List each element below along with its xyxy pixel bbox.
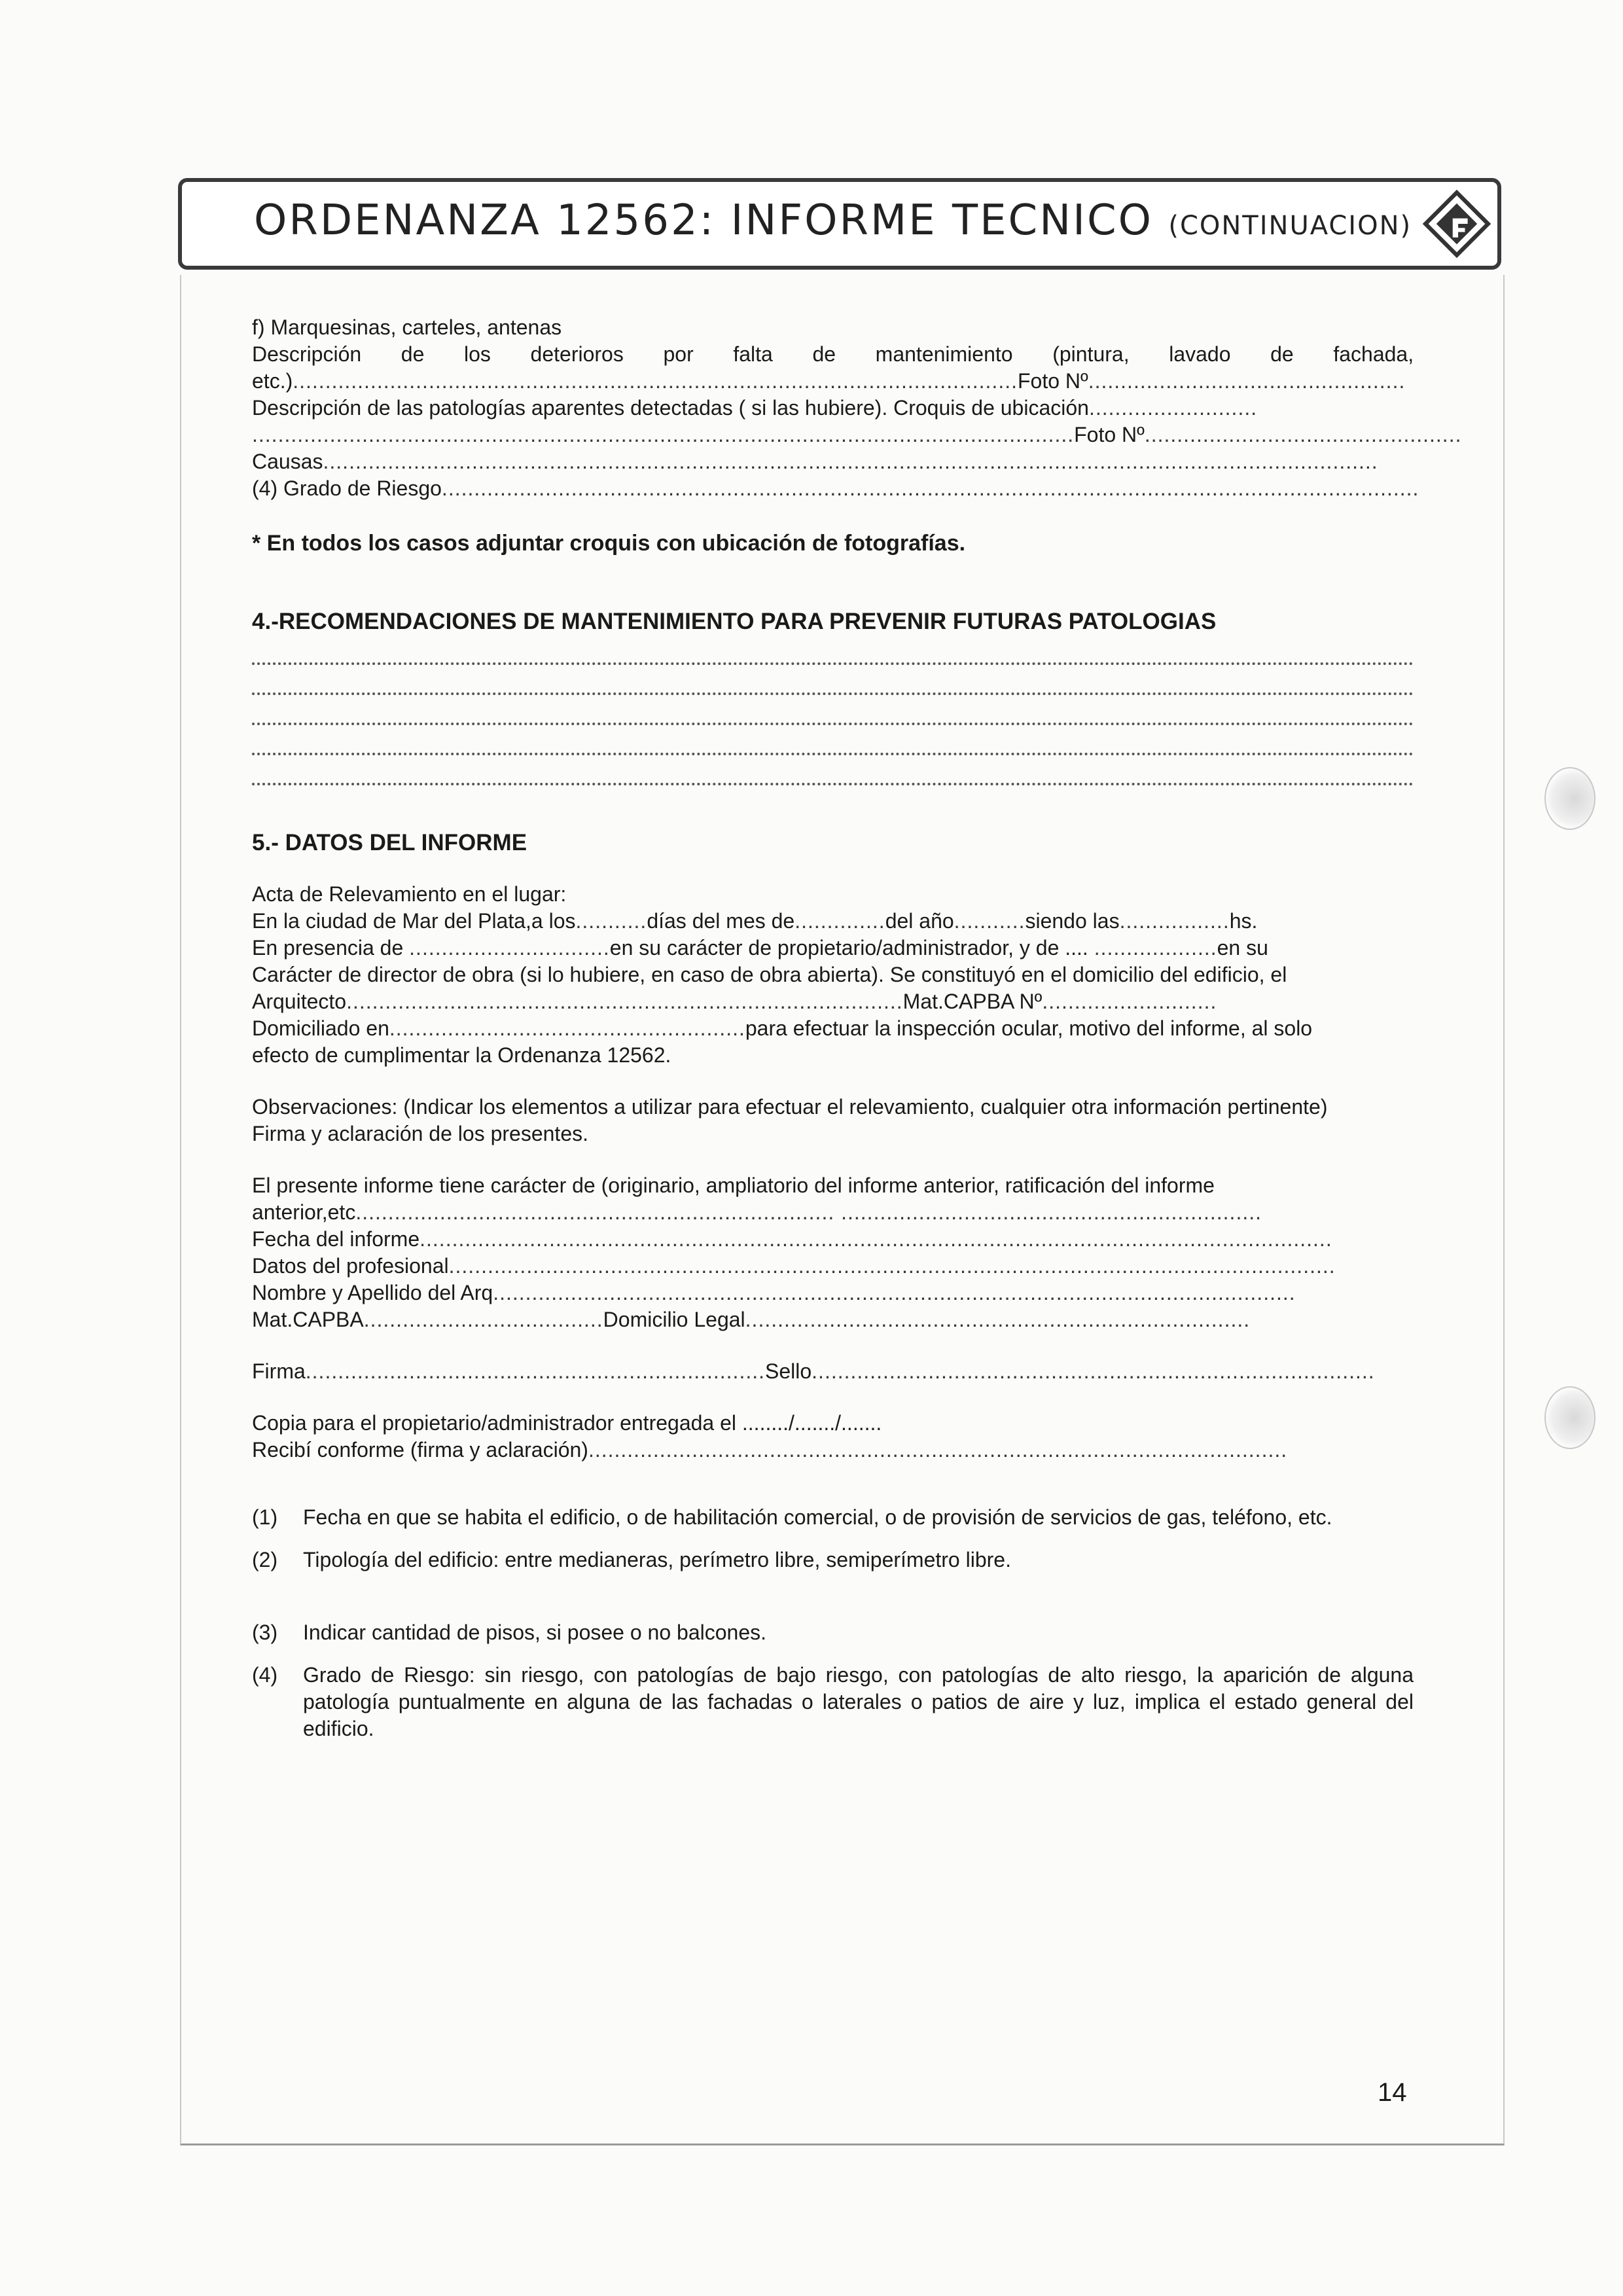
nombre-arquitecto: Nombre y Apellido del Arq............................................................................................................................ <box>252 1281 1296 1304</box>
section-f-patologias: Descripción de las patologías aparentes detectadas ( si las hubiere). Croquis de ubicación.......................... <box>252 396 1258 420</box>
fecha-informe: Fecha del informe............................................................................................................................................. <box>252 1227 1332 1251</box>
description-word: deterioros <box>530 342 624 366</box>
recommendation-line <box>252 635 1414 665</box>
page-number: 14 <box>1378 2078 1407 2107</box>
firma-sello-line: Firma.......................................................................Sello....................................................................................... <box>252 1359 1375 1383</box>
acta-line-5: Domiciliado en.......................................................para efectuar la inspección ocular, motivo del informe, al solo <box>252 1016 1313 1040</box>
description-word: mantenimiento <box>875 342 1013 366</box>
description-word: de <box>401 342 425 366</box>
caracter-informe: El presente informe tiene carácter de (originario, ampliatorio del informe anterior, ratificación del informe <box>252 1174 1215 1197</box>
recommendation-line <box>252 665 1414 695</box>
footnote-3: (3) Indicar cantidad de pisos, si posee o no balcones. <box>252 1621 767 1644</box>
section-5-title: 5.- DATOS DEL INFORME <box>252 830 527 855</box>
acta-line-6: efecto de cumplimentar la Ordenanza 12562. <box>252 1043 671 1067</box>
copia-line: Copia para el propietario/administrador entregada el ......../......./....... <box>252 1411 882 1435</box>
punch-hole <box>1544 767 1596 830</box>
description-word: (pintura, <box>1052 342 1130 366</box>
acta-line-2: En presencia de ...............................en su carácter de propietario/administrador, y de .... ...................en su <box>252 936 1268 960</box>
description-word: de <box>812 342 836 366</box>
observaciones: Observaciones: (Indicar los elementos a utilizar para efectuar el relevamiento, cualquier otra información pertinente) <box>252 1095 1328 1119</box>
header-banner <box>178 178 1501 270</box>
description-word: Descripción <box>252 342 362 366</box>
anterior-line: anterior,etc.......................................................................... ................................................................. <box>252 1200 1262 1224</box>
section-f-foto-line: ...............................................................................................................................Foto Nº................................................. <box>252 423 1462 446</box>
recommendation-line <box>252 755 1414 785</box>
description-word: los <box>464 342 491 366</box>
acta-label: Acta de Relevamiento en el lugar: <box>252 882 567 906</box>
punch-hole <box>1544 1386 1596 1449</box>
section-f-riesgo: (4) Grado de Riesgo....................................................................................................................................................... <box>252 476 1419 500</box>
description-word: falta <box>733 342 773 366</box>
section-4-title: 4.-RECOMENDACIONES DE MANTENIMIENTO PARA PREVENIR FUTURAS PATOLOGIAS <box>252 609 1217 634</box>
description-word: de <box>1270 342 1294 366</box>
recommendation-line <box>252 695 1414 725</box>
description-word: por <box>663 342 694 366</box>
firma-presentes: Firma y aclaración de los presentes. <box>252 1122 588 1145</box>
section-f-description <box>252 341 1414 368</box>
description-word: lavado <box>1169 342 1231 366</box>
acta-line-3: Carácter de director de obra (si lo hubiere, en caso de obra abierta). Se constituyó en el domicilio del edificio, el <box>252 963 1287 986</box>
datos-profesional: Datos del profesional......................................................................................................................................... <box>252 1254 1336 1278</box>
recommendation-line <box>252 725 1414 755</box>
acta-line-4: Arquitecto......................................................................................Mat.CAPBA Nº........................... <box>252 990 1217 1013</box>
acta-line-1: En la ciudad de Mar del Plata,a los...........días del mes de..............del año...........siendo las.................hs. <box>252 909 1258 933</box>
page-title: ORDENANZA 12562: INFORME TECNICO (CONTINUACION) <box>254 196 1412 245</box>
footnote-4: (4) Grado de Riesgo: sin riesgo, con patologías de bajo riesgo, con patologías de alto riesgo, la aparición de alguna patología puntualmente en alguna de las fachadas o laterales o patios de aire y luz, implica el estado general del edificio. <box>252 1663 1414 1740</box>
footnote-2: (2) Tipología del edificio: entre medianeras, perímetro libre, semiperímetro libre. <box>252 1548 1011 1571</box>
section-f-etc-line: etc.)................................................................................................................Foto Nº................................................. <box>252 369 1406 393</box>
diamond-logo-icon <box>1423 190 1491 258</box>
mat-capba-line: Mat.CAPBA.....................................Domicilio Legal.............................................................................. <box>252 1308 1251 1331</box>
section-f-title: f) Marquesinas, carteles, antenas <box>252 315 562 339</box>
description-word: fachada, <box>1333 342 1414 366</box>
report-content <box>252 314 1462 1742</box>
photo-note: * En todos los casos adjuntar croquis con ubicación de fotografías. <box>252 531 966 556</box>
section-f-causas: Causas................................................................................................................................................................... <box>252 450 1378 473</box>
footnote-1: (1) Fecha en que se habita el edificio, o de habilitación comercial, o de provisión de servicios de gas, teléfono, etc. <box>252 1505 1332 1529</box>
recibi-line: Recibí conforme (firma y aclaración)............................................................................................................ <box>252 1438 1288 1462</box>
